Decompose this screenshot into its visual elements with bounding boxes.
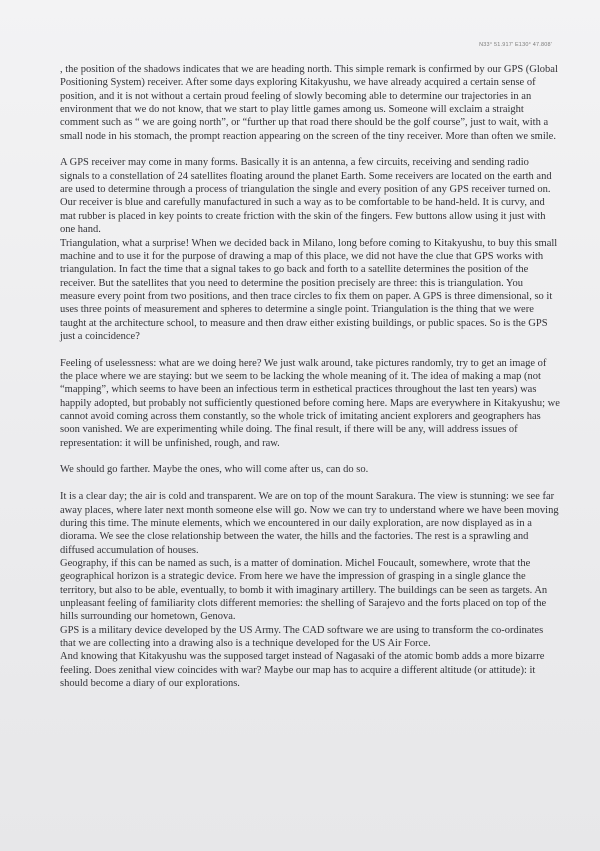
gps-coordinates-label: N33° 51.917' E130° 47.808' <box>479 42 552 48</box>
paragraph-go-farther: We should go farther. Maybe the ones, who will come after us, can do so. <box>60 464 369 476</box>
paragraph-gps-receiver: A GPS receiver may come in many forms. Basically it is an antenna, a few circuits, receiving and sending radio signals to a constellation of 24 satellites floating around the planet Earth. Some receivers are located on the earth and are used to determine through a process of triangulation the single and every position of any GPS receiver turned on. Our receiver is blue and carefully manufactured in such a way as to be comfortable to be hand-held. It is curvy, and mat rubber is placed in key points to create friction with the skin of the fingers. Few buttons allow using it just with one hand. <box>60 157 552 236</box>
paragraph-uselessness: Feeling of uselessness: what are we doing here? We just walk around, take pictures randomly, try to get an image of the place where we are staying: but we seem to be lacking the whole meaning of it. The idea of making a map (not “mapping”, which seems to have been an infectious term in esthetical practices throughout the last ten years) was happily adopted, but probably not sufficiently questioned before coming here. Maps are everywhere in Kitakyushu; we cannot avoid coming across them constantly, so the whole trick of imitating ancient explorers and geographers has soon vanished. We are experimenting while doing. The final result, if there will be any, will address issues of representation: it will be unfinished, rough, and raw. <box>60 357 560 449</box>
paragraph-triangulation: Triangulation, what a surprise! When we decided back in Milano, long before coming to Kitakyushu, to buy this small machine and to use it for the purpose of drawing a map of this place, we did not have the clue that GPS works with triangulation. In fact the time that a signal takes to go back and forth to a satellite determines the position of the receiver. But the satellites that you need to determine the position precisely are three: this is triangulation. You measure every point from two positions, and then trace circles to fix them on paper. A GPS is three dimensional, so it uses three points of measurement and spheres to determine a single point. Triangulation is the thing that we were taught at the architecture school, to measure and then draw either existing buildings, or public spaces. So is the GPS just a coincidence? <box>60 237 558 342</box>
paragraph-military-device: GPS is a military device developed by the US Army. The CAD software we are using to transform the co-ordinates that we are collecting into a drawing also is a technique developed for the US Air Force. <box>60 624 544 649</box>
paragraph-shadows-north: , the position of the shadows indicates that we are heading north. This simple remark is confirmed by our GPS (Global Positioning System) receiver. After some days exploring Kitakyushu, we have already acquired a certain sense of position, and it is not without a certain proud feeling of slowly becoming able to determine our trajectories in an environment that we do not know, that we start to play little games among us. Someone will exclaim a straight comment such as “ we are going north”, or “further up that road there should be the golf course”, just to wait, with a small node in his stomach, the prompt reaction appearing on the screen of the tiny receiver. More than often we smile. <box>60 64 558 142</box>
essay-body <box>60 63 560 690</box>
paragraph-mount-sarakura: It is a clear day; the air is cold and transparent. We are on top of the mount Sarakura. The view is stunning: we see far away places, where later next month someone else will go. Now we can try to understand where we have been moving during this time. The minute elements, which we encountered in our daily exploration, are now displayed as in a diorama. We see the close relationship between the water, the hills and the factories. The rest is a sprawling and diffused accumulation of houses. <box>60 491 559 556</box>
paragraph-geography-domination: Geography, if this can be named as such, is a matter of domination. Michel Foucault, somewhere, wrote that the geographical horizon is a strategic device. From here we have the impression of grasping in a single glance the territory, but also to be able, eventually, to bomb it with imaginary artillery. The buildings can be seen as targets. An unpleasant feeling of familiarity clots different memories: the shelling of Sarajevo and the forts placed on top of the hills surrounding our hometown, Genova. <box>60 557 548 623</box>
paragraph-kitakyushu-target: And knowing that Kitakyushu was the supposed target instead of Nagasaki of the atomic bomb adds a more bizarre feeling. Does zenithal view coincides with war? Maybe our map has to acquire a different altitude (or attitude): it should become a diary of our explorations. <box>60 651 545 689</box>
